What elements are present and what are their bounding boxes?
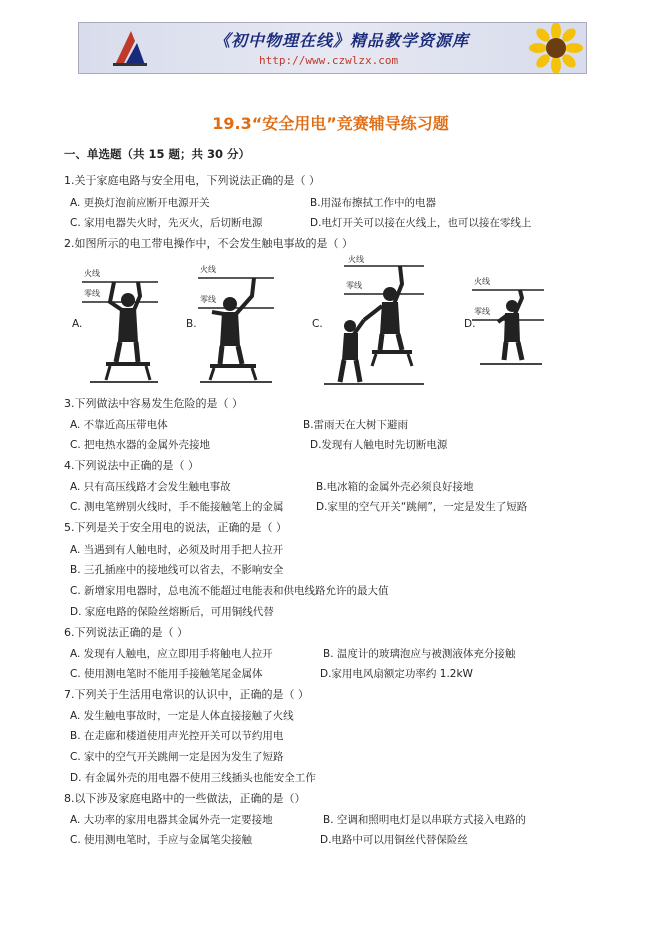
option-b: B. 温度计的玻璃泡应与被测液体充分接触 [323,648,516,660]
figure-option-b-label: B. [186,318,197,330]
option-a: A. 发现有人触电，应立即用手将触电人拉开 [70,648,273,660]
option-b: B. 三孔插座中的接地线可以省去，不影响安全 [70,564,284,576]
option-b: B. 在走廊和楼道使用声光控开关可以节约用电 [70,730,284,742]
question-stem: 8.以下涉及家庭电路中的一些做法，正确的是（） [64,792,306,805]
option-c: C. 使用测电笔时，手应与金属笔尖接触 [70,834,253,846]
option-c: C. 家用电器失火时，先灭火，后切断电源 [70,217,263,229]
neutral-wire-label: 零线 [346,281,362,290]
figure-option-c-label: C. [312,318,323,330]
option-d: D.发现有人触电时先切断电源 [310,439,448,451]
option-c: C. 测电笔辨别火线时，手不能接触笔上的金属 [70,501,284,513]
live-wire-label: 火线 [474,277,490,286]
option-c: C. 使用测电笔时不能用手接触笔尾金属体 [70,668,263,680]
header-banner [78,22,587,74]
question-stem: 1.关于家庭电路与安全用电，下列说法正确的是（ ） [64,174,320,187]
option-a: A. 不靠近高压带电体 [70,419,168,431]
option-c: C. 新增家用电器时，总电流不能超过电能表和供电线路允许的最大值 [70,585,389,597]
site-logo-icon [109,27,151,69]
question-stem: 6.下列说法正确的是（ ） [64,626,188,639]
section-heading: 一、单选题（共 15 题；共 30 分） [64,147,251,161]
option-d: D.电灯开关可以接在火线上，也可以接在零线上 [310,217,532,229]
option-d: D. 家庭电路的保险丝熔断后，可用铜线代替 [70,606,274,618]
figure-option-d-label: D. [464,318,476,330]
live-wire-label: 火线 [84,269,100,278]
electrician-figure-d [470,272,546,372]
option-b: B.雷雨天在大树下避雨 [303,419,409,431]
page-title: 19.3“安全用电”竞赛辅导练习题 [212,114,449,133]
neutral-wire-label: 零线 [84,289,100,298]
sunflower-icon [526,23,584,73]
option-d: D. 有金属外壳的用电器不使用三线插头也能安全工作 [70,772,316,784]
option-d: D.家用电风扇额定功率约 1.2kW [320,668,473,680]
question-stem: 5.下列是关于安全用电的说法，正确的是（ ） [64,521,287,534]
option-a: A. 当遇到有人触电时，必须及时用手把人拉开 [70,544,284,556]
question-stem: 7.下列关于生活用电常识的认识中，正确的是（ ） [64,688,309,701]
option-c: C. 家中的空气开关跳闸一定是因为发生了短路 [70,751,284,763]
neutral-wire-label: 零线 [200,295,216,304]
figure-option-a-label: A. [72,318,83,330]
option-b: B. 空调和照明电灯是以串联方式接入电路的 [323,814,526,826]
option-a: A. 只有高压线路才会发生触电事故 [70,481,231,493]
question-stem: 2.如图所示的电工带电操作中，不会发生触电事故的是（ ） [64,237,353,250]
option-a: A. 更换灯泡前应断开电源开关 [70,197,210,209]
option-a: A. 大功率的家用电器其金属外壳一定要接地 [70,814,273,826]
neutral-wire-label: 零线 [474,307,490,316]
live-wire-label: 火线 [348,255,364,264]
question-stem: 3.下列做法中容易发生危险的是（ ） [64,397,243,410]
electrician-figure-b [196,262,276,386]
option-b: B.电冰箱的金属外壳必须良好接地 [316,481,474,493]
question-stem: 4.下列说法中正确的是（ ） [64,459,199,472]
live-wire-label: 火线 [200,265,216,274]
banner-title: 《初中物理在线》精品教学资源库 [214,31,470,50]
option-d: D.家里的空气开关“跳闸”，一定是发生了短路 [316,501,528,513]
option-d: D.电路中可以用铜丝代替保险丝 [320,834,468,846]
option-b: B.用湿布擦拭工作中的电器 [310,197,437,209]
electrician-figure-c [320,254,426,388]
electrician-figure-a [80,262,160,386]
option-a: A. 发生触电事故时，一定是人体直接接触了火线 [70,710,294,722]
option-c: C. 把电热水器的金属外壳接地 [70,439,211,451]
banner-url: http://www.czwlzx.com [259,54,399,67]
